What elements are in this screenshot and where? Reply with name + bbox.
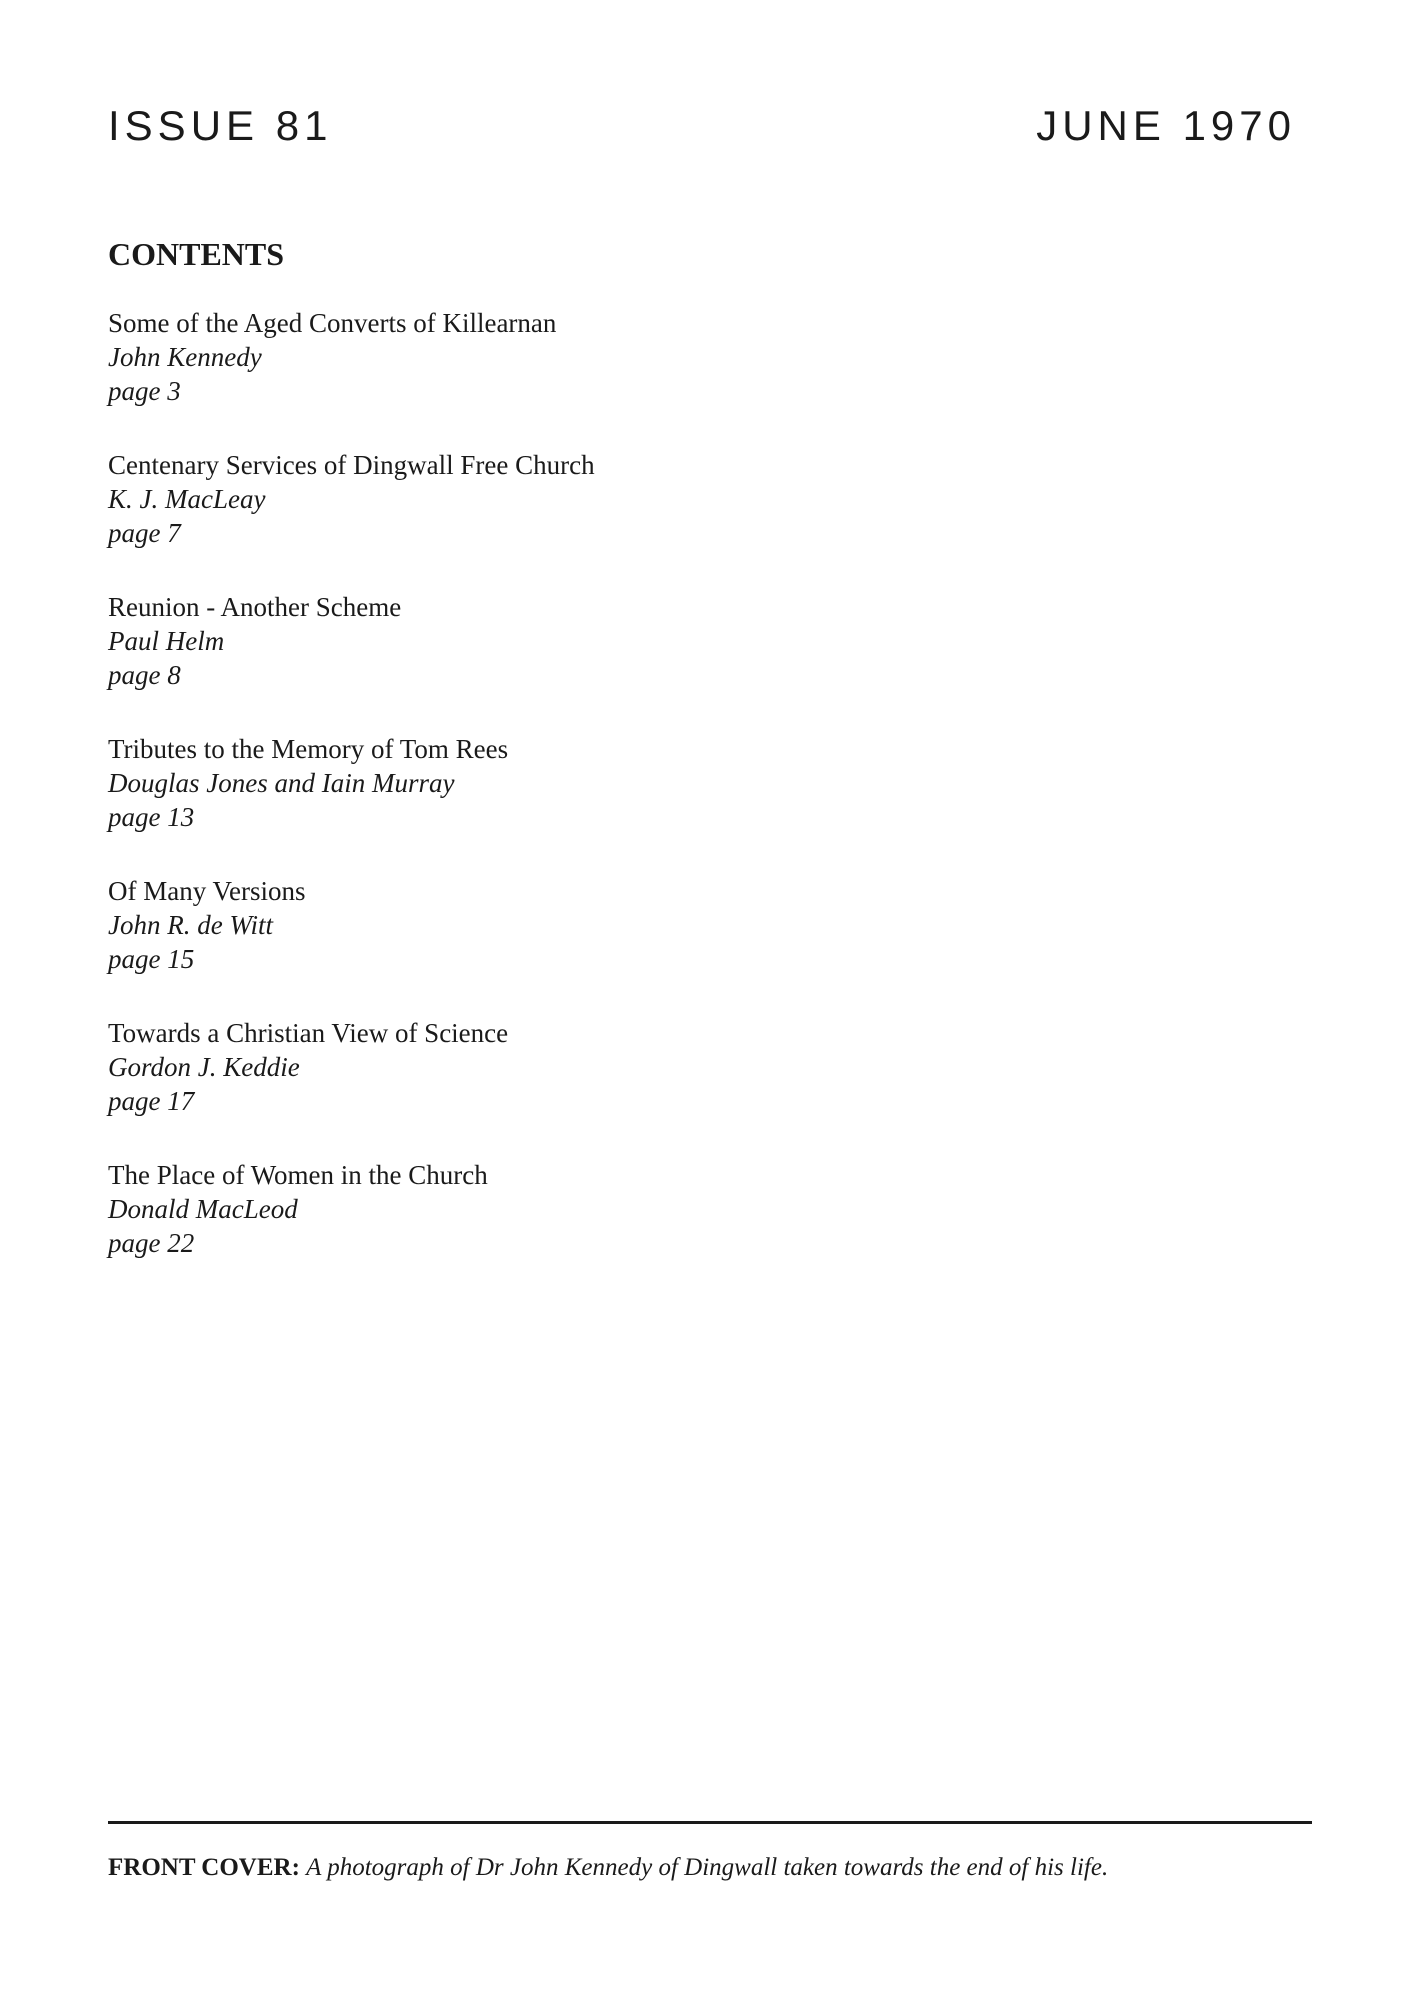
table-of-contents (108, 306, 1008, 1300)
toc-entry-page: page 17 (108, 1086, 195, 1116)
toc-entry (108, 1158, 1008, 1300)
toc-entry-title: Some of the Aged Converts of Killearnan (108, 308, 557, 338)
page-header (108, 98, 1296, 154)
toc-entry (108, 874, 1008, 1016)
caption-label: FRONT COVER: (108, 1854, 300, 1881)
caption-text: A photograph of Dr John Kennedy of Dingwall taken towards the end of his life. (306, 1854, 1109, 1881)
contents-heading: CONTENTS (108, 236, 285, 272)
toc-entry-page: page 8 (108, 660, 181, 690)
toc-entry-author: John R. de Witt (108, 910, 273, 940)
issue-date: JUNE 1970 (1036, 102, 1296, 149)
toc-entry (108, 1016, 1008, 1158)
toc-entry (108, 590, 1008, 732)
toc-entry-page: page 22 (108, 1228, 195, 1258)
toc-entry (108, 306, 1008, 448)
toc-entry-author: K. J. MacLeay (108, 484, 266, 514)
toc-entry-title: Reunion - Another Scheme (108, 592, 402, 622)
toc-entry-title: Centenary Services of Dingwall Free Church (108, 450, 595, 480)
issue-number: ISSUE 81 (108, 102, 333, 149)
toc-entry-page: page 7 (108, 518, 181, 548)
toc-entry-page: page 15 (108, 944, 195, 974)
toc-entry-title: The Place of Women in the Church (108, 1160, 488, 1190)
toc-entry-author: Donald MacLeod (108, 1194, 298, 1224)
toc-entry-page: page 3 (108, 376, 181, 406)
toc-entry-author: Paul Helm (108, 626, 225, 656)
toc-entry-author: John Kennedy (108, 342, 262, 372)
toc-entry (108, 448, 1008, 590)
toc-entry-title: Of Many Versions (108, 876, 306, 906)
toc-entry (108, 732, 1008, 874)
footer-divider (108, 1821, 1312, 1824)
toc-entry-page: page 13 (108, 802, 195, 832)
front-cover-caption (108, 1852, 1328, 1884)
toc-entry-author: Gordon J. Keddie (108, 1052, 300, 1082)
toc-entry-author: Douglas Jones and Iain Murray (108, 768, 455, 798)
toc-entry-title: Towards a Christian View of Science (108, 1018, 509, 1048)
toc-entry-title: Tributes to the Memory of Tom Rees (108, 734, 509, 764)
